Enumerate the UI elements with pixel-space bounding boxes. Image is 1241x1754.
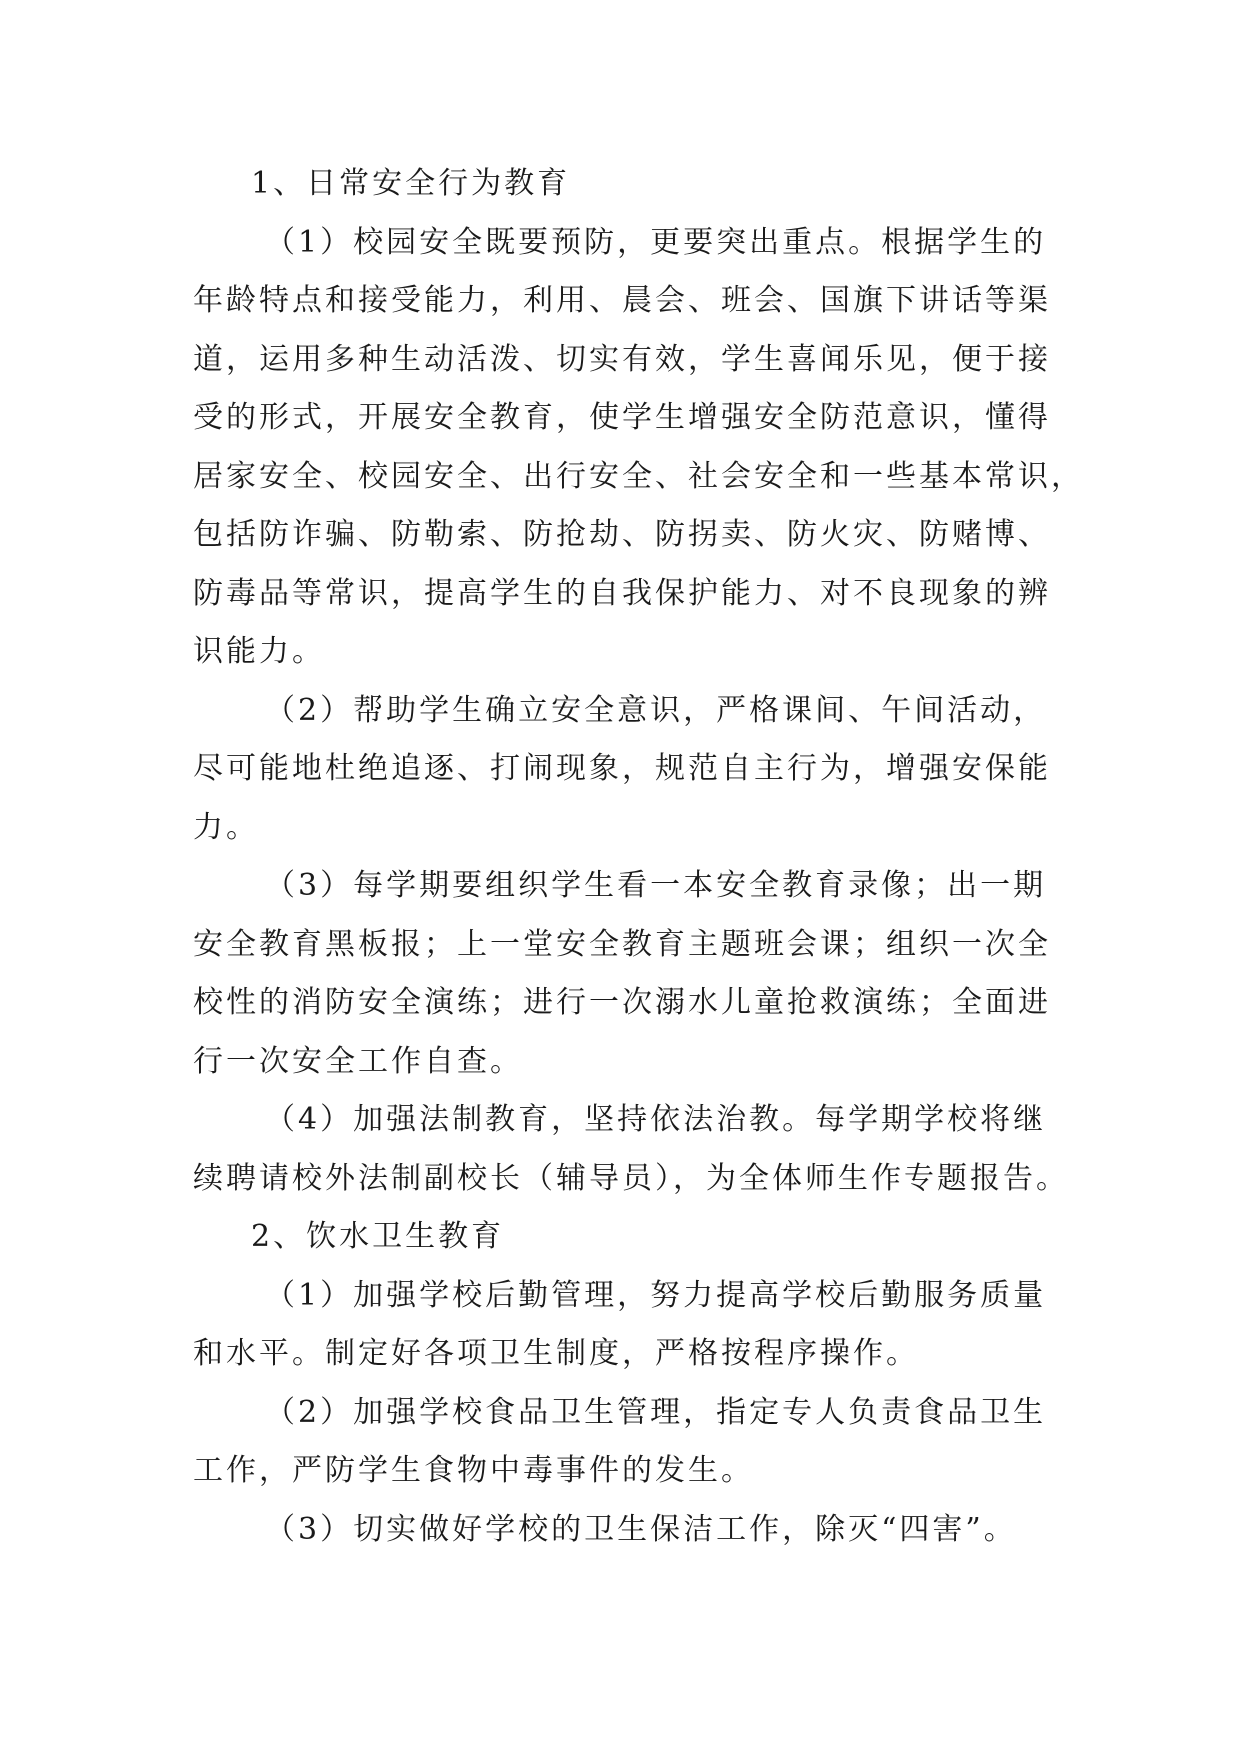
paragraph-line: 受的形式，开展安全教育，使学生增强安全防范意识，懂得 bbox=[193, 400, 1051, 435]
paragraph-line: 包括防诈骗、防勒索、防抢劫、防拐卖、防火灾、防赌博、 bbox=[193, 517, 1051, 552]
paragraph-line: （3）切实做好学校的卫生保洁工作，除灭“四害”。 bbox=[265, 1511, 1017, 1547]
paragraph-line: 防毒品等常识，提高学生的自我保护能力、对不良现象的辨 bbox=[193, 575, 1051, 611]
paragraph-line: 年龄特点和接受能力，利用、晨会、班会、国旗下讲话等渠 bbox=[193, 283, 1051, 318]
paragraph-line: 居家安全、校园安全、出行安全、社会安全和一些基本常识， bbox=[193, 458, 1084, 494]
section-heading-1: 1、日常安全行为教育 bbox=[251, 166, 571, 201]
paragraph-line: 续聘请校外法制副校长（辅导员），为全体师生作专题报告。 bbox=[193, 1160, 1069, 1196]
paragraph-line: （2）帮助学生确立安全意识，严格课间、午间活动， bbox=[265, 692, 1047, 728]
paragraph-line: 力。 bbox=[193, 809, 259, 845]
paragraph-line: （1）加强学校后勤管理，努力提高学校后勤服务质量 bbox=[265, 1277, 1047, 1313]
paragraph-line: 工作，严防学生食物中毒事件的发生。 bbox=[193, 1453, 754, 1488]
document-body bbox=[193, 155, 1084, 1559]
paragraph-line: 安全教育黑板报；上一堂安全教育主题班会课；组织一次全 bbox=[193, 926, 1051, 962]
paragraph-line: （2）加强学校食品卫生管理，指定专人负责食品卫生 bbox=[265, 1394, 1047, 1430]
section-heading-2: 2、饮水卫生教育 bbox=[251, 1219, 505, 1254]
paragraph-line: （1）校园安全既要预防，更要突出重点。根据学生的 bbox=[265, 224, 1047, 260]
paragraph-line: 识能力。 bbox=[193, 634, 325, 669]
paragraph-line: 校性的消防安全演练；进行一次溺水儿童抢救演练；全面进 bbox=[193, 985, 1051, 1020]
paragraph-line: 尽可能地杜绝追逐、打闹现象，规范自主行为，增强安保能 bbox=[193, 751, 1051, 786]
paragraph-line: 道，运用多种生动活泼、切实有效，学生喜闻乐见，便于接 bbox=[193, 341, 1051, 377]
paragraph-line: （3）每学期要组织学生看一本安全教育录像；出一期 bbox=[265, 868, 1047, 903]
paragraph-line: 和水平。制定好各项卫生制度，严格按程序操作。 bbox=[193, 1336, 919, 1371]
paragraph-line: （4）加强法制教育，坚持依法治教。每学期学校将继 bbox=[265, 1102, 1047, 1137]
paragraph-line: 行一次安全工作自查。 bbox=[193, 1043, 523, 1079]
